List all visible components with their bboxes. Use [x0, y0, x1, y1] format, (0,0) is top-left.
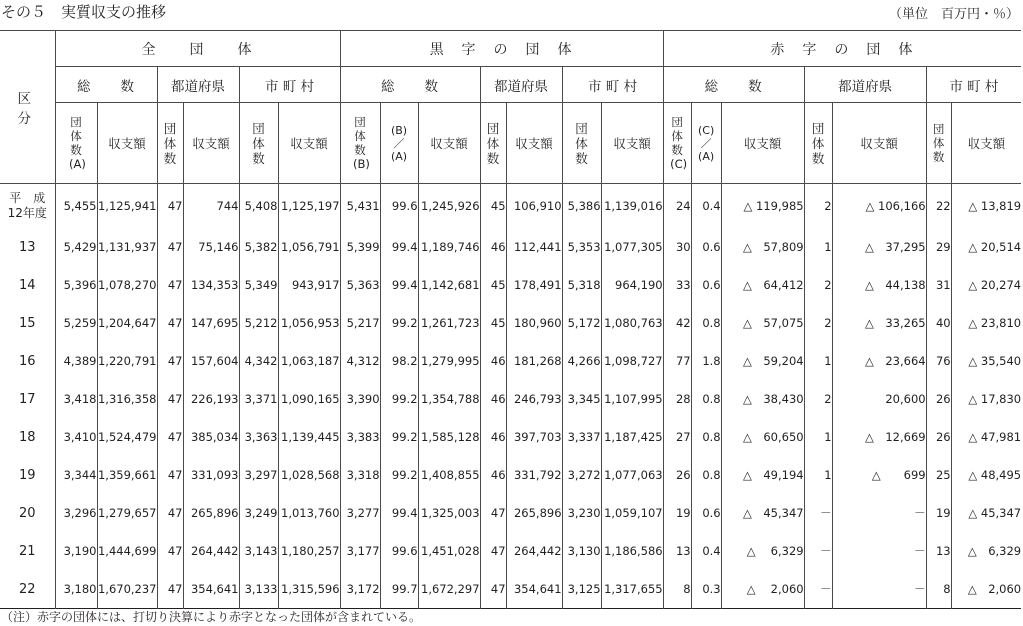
cell-rd-ratio: 0.3 — [691, 570, 721, 609]
cell-rd-n: 42 — [663, 304, 691, 342]
cell-rd-amt: △ 59,204 — [721, 342, 804, 380]
table-row — [0, 456, 1021, 494]
cell-bk-mun-n: 5,353 — [562, 228, 601, 266]
cell-bk-pref-amt: 397,703 — [506, 418, 562, 456]
stub-header: 区 分 — [0, 31, 55, 184]
cell-rd-pref-amt: △ 699 — [832, 456, 926, 494]
cell-all-pref-amt: 264,442 — [183, 532, 239, 570]
col-red-pref-amount: 収支額 — [832, 103, 926, 184]
cell-all-mun-n: 5,349 — [239, 266, 278, 304]
cell-rd-mun-n: 26 — [926, 380, 951, 418]
cell-all-pref-amt: 157,604 — [183, 342, 239, 380]
cell-rd-pref-amt: △ 37,295 — [832, 228, 926, 266]
row-label: 15 — [0, 304, 55, 342]
cell-rd-pref-n: 1 — [804, 418, 832, 456]
table-row — [0, 266, 1021, 304]
cell-all-amt: 1,359,661 — [97, 456, 157, 494]
subgroup-all-mun: 市 町 村 — [239, 67, 340, 103]
cell-bk-pref-n: 46 — [480, 380, 506, 418]
cell-rd-amt: △ 38,430 — [721, 380, 804, 418]
cell-rd-ratio: 0.8 — [691, 304, 721, 342]
cell-all-n: 4,389 — [55, 342, 97, 380]
cell-all-mun-amt: 1,063,187 — [278, 342, 340, 380]
cell-bk-mun-amt: 1,187,425 — [601, 418, 663, 456]
cell-rd-pref-n: 1 — [804, 342, 832, 380]
cell-all-pref-amt: 75,146 — [183, 228, 239, 266]
cell-bk-mun-n: 5,172 — [562, 304, 601, 342]
cell-rd-ratio: 0.6 — [691, 494, 721, 532]
footnote: （注）赤字の団体には、打切り決算により赤字となった団体が含まれている。 — [1, 610, 422, 624]
cell-bk-pref-n: 46 — [480, 342, 506, 380]
col-all-count: 団体数(A) — [55, 103, 97, 184]
cell-bk-amt: 1,261,723 — [418, 304, 480, 342]
cell-all-n: 5,455 — [55, 184, 97, 229]
cell-bk-amt: 1,672,297 — [418, 570, 480, 609]
col-all-amount: 収支額 — [97, 103, 157, 184]
col-red-ratio: (C) ／ (A) — [691, 103, 721, 184]
cell-bk-mun-n: 3,337 — [562, 418, 601, 456]
cell-bk-mun-amt: 1,186,586 — [601, 532, 663, 570]
cell-rd-pref-n: － — [804, 494, 832, 532]
cell-all-n: 3,410 — [55, 418, 97, 456]
cell-all-pref-amt: 147,695 — [183, 304, 239, 342]
col-black-pref-count: 団体数 — [480, 103, 506, 184]
cell-bk-mun-amt: 1,077,305 — [601, 228, 663, 266]
cell-all-mun-n: 3,363 — [239, 418, 278, 456]
cell-rd-mun-n: 31 — [926, 266, 951, 304]
table-row — [0, 342, 1021, 380]
cell-rd-mun-n: 22 — [926, 184, 951, 229]
cell-rd-mun-n: 25 — [926, 456, 951, 494]
cell-all-mun-amt: 1,056,953 — [278, 304, 340, 342]
cell-rd-n: 26 — [663, 456, 691, 494]
cell-all-pref-n: 47 — [157, 304, 183, 342]
cell-bk-n: 3,390 — [340, 380, 380, 418]
cell-all-amt: 1,670,237 — [97, 570, 157, 609]
cell-bk-n: 3,277 — [340, 494, 380, 532]
cell-rd-mun-amt: △ 6,329 — [951, 532, 1021, 570]
cell-all-pref-n: 47 — [157, 532, 183, 570]
group-header-red: 赤 字 の 団 体 — [663, 31, 1021, 67]
cell-rd-n: 8 — [663, 570, 691, 609]
cell-all-mun-n: 5,382 — [239, 228, 278, 266]
cell-bk-pref-n: 46 — [480, 228, 506, 266]
cell-bk-amt: 1,585,128 — [418, 418, 480, 456]
cell-all-mun-amt: 1,315,596 — [278, 570, 340, 609]
cell-bk-pref-amt: 181,268 — [506, 342, 562, 380]
cell-bk-ratio: 99.6 — [380, 532, 418, 570]
cell-bk-pref-n: 47 — [480, 494, 506, 532]
cell-rd-pref-n: － — [804, 570, 832, 609]
cell-bk-pref-amt: 112,441 — [506, 228, 562, 266]
cell-bk-n: 3,383 — [340, 418, 380, 456]
row-label: 13 — [0, 228, 55, 266]
cell-rd-pref-n: 2 — [804, 184, 832, 229]
cell-rd-mun-amt: △ 47,981 — [951, 418, 1021, 456]
cell-bk-n: 5,431 — [340, 184, 380, 229]
cell-bk-pref-amt: 180,960 — [506, 304, 562, 342]
cell-rd-ratio: 0.4 — [691, 184, 721, 229]
cell-rd-mun-n: 26 — [926, 418, 951, 456]
cell-rd-pref-n: 1 — [804, 228, 832, 266]
col-red-pref-count: 団体数 — [804, 103, 832, 184]
subgroup-red-pref: 都道府県 — [804, 67, 926, 103]
cell-rd-mun-amt: △ 17,830 — [951, 380, 1021, 418]
col-black-pref-amount: 収支額 — [506, 103, 562, 184]
table-row — [0, 532, 1021, 570]
cell-all-amt: 1,279,657 — [97, 494, 157, 532]
cell-all-amt: 1,131,937 — [97, 228, 157, 266]
cell-rd-amt: △ 60,650 — [721, 418, 804, 456]
cell-bk-n: 5,363 — [340, 266, 380, 304]
cell-rd-ratio: 0.8 — [691, 456, 721, 494]
table-row — [0, 570, 1021, 609]
cell-rd-ratio: 0.6 — [691, 266, 721, 304]
cell-all-mun-amt: 1,125,197 — [278, 184, 340, 229]
row-label: 19 — [0, 456, 55, 494]
cell-rd-ratio: 0.6 — [691, 228, 721, 266]
cell-bk-pref-n: 45 — [480, 266, 506, 304]
cell-all-mun-n: 3,133 — [239, 570, 278, 609]
cell-bk-mun-n: 5,386 — [562, 184, 601, 229]
cell-bk-amt: 1,245,926 — [418, 184, 480, 229]
cell-all-n: 5,396 — [55, 266, 97, 304]
cell-all-pref-n: 47 — [157, 184, 183, 229]
cell-rd-mun-amt: △ 20,274 — [951, 266, 1021, 304]
cell-rd-n: 13 — [663, 532, 691, 570]
cell-rd-pref-amt: △ 33,265 — [832, 304, 926, 342]
cell-all-mun-amt: 943,917 — [278, 266, 340, 304]
table-row — [0, 304, 1021, 342]
cell-bk-pref-n: 45 — [480, 304, 506, 342]
col-all-pref-amount: 収支額 — [183, 103, 239, 184]
cell-all-pref-amt: 744 — [183, 184, 239, 229]
cell-rd-amt: △ 2,060 — [721, 570, 804, 609]
cell-all-amt: 1,316,358 — [97, 380, 157, 418]
cell-all-n: 3,418 — [55, 380, 97, 418]
cell-rd-mun-amt: △ 2,060 — [951, 570, 1021, 609]
unit-label: （単位 百万円・％） — [888, 7, 1019, 22]
row-label: 16 — [0, 342, 55, 380]
row-label: 17 — [0, 380, 55, 418]
cell-rd-mun-n: 29 — [926, 228, 951, 266]
cell-all-pref-n: 47 — [157, 494, 183, 532]
cell-all-pref-n: 47 — [157, 380, 183, 418]
page-title: その５ 実質収支の推移 — [1, 3, 167, 21]
cell-bk-n: 5,399 — [340, 228, 380, 266]
cell-rd-mun-amt: △ 45,347 — [951, 494, 1021, 532]
col-black-count: 団体数(B) — [340, 103, 380, 184]
cell-all-mun-amt: 1,139,445 — [278, 418, 340, 456]
cell-rd-n: 77 — [663, 342, 691, 380]
subgroup-all-pref: 都道府県 — [157, 67, 239, 103]
cell-all-pref-n: 47 — [157, 228, 183, 266]
cell-bk-amt: 1,142,681 — [418, 266, 480, 304]
table-row — [0, 228, 1021, 266]
cell-rd-pref-amt: △ 106,166 — [832, 184, 926, 229]
cell-bk-amt: 1,408,855 — [418, 456, 480, 494]
cell-rd-mun-amt: △ 13,819 — [951, 184, 1021, 229]
cell-rd-pref-n: 1 — [804, 456, 832, 494]
cell-bk-n: 3,177 — [340, 532, 380, 570]
cell-bk-mun-n: 5,318 — [562, 266, 601, 304]
subgroup-red-mun: 市 町 村 — [926, 67, 1021, 103]
row-label: 18 — [0, 418, 55, 456]
cell-rd-pref-n: 2 — [804, 304, 832, 342]
row-label: 22 — [0, 570, 55, 609]
cell-rd-mun-amt: △ 35,540 — [951, 342, 1021, 380]
cell-all-pref-n: 47 — [157, 456, 183, 494]
cell-all-mun-amt: 1,013,760 — [278, 494, 340, 532]
cell-bk-pref-amt: 354,641 — [506, 570, 562, 609]
cell-bk-ratio: 99.2 — [380, 304, 418, 342]
ratio-denominator: (A) — [698, 149, 715, 163]
cell-bk-n: 4,312 — [340, 342, 380, 380]
cell-rd-n: 27 — [663, 418, 691, 456]
cell-rd-mun-amt: △ 23,810 — [951, 304, 1021, 342]
row-label: 21 — [0, 532, 55, 570]
col-red-count: 団体数(C) — [663, 103, 691, 184]
cell-rd-amt: △ 6,329 — [721, 532, 804, 570]
cell-all-mun-n: 3,249 — [239, 494, 278, 532]
cell-bk-ratio: 99.7 — [380, 570, 418, 609]
cell-bk-amt: 1,279,995 — [418, 342, 480, 380]
cell-bk-n: 5,217 — [340, 304, 380, 342]
cell-bk-pref-amt: 264,442 — [506, 532, 562, 570]
cell-all-pref-amt: 331,093 — [183, 456, 239, 494]
cell-bk-mun-amt: 964,190 — [601, 266, 663, 304]
revenue-balance-table — [0, 30, 1021, 609]
cell-rd-pref-amt: △ 23,664 — [832, 342, 926, 380]
cell-rd-ratio: 0.4 — [691, 532, 721, 570]
ratio-numerator: (B) — [390, 123, 408, 137]
cell-bk-ratio: 98.2 — [380, 342, 418, 380]
col-black-ratio: (B) ／ (A) — [380, 103, 418, 184]
cell-bk-pref-amt: 106,910 — [506, 184, 562, 229]
row-label: 20 — [0, 494, 55, 532]
cell-all-amt: 1,220,791 — [97, 342, 157, 380]
cell-bk-pref-n: 47 — [480, 570, 506, 609]
cell-rd-n: 33 — [663, 266, 691, 304]
cell-bk-amt: 1,451,028 — [418, 532, 480, 570]
cell-rd-mun-n: 8 — [926, 570, 951, 609]
col-red-amount: 収支額 — [721, 103, 804, 184]
cell-all-pref-amt: 354,641 — [183, 570, 239, 609]
ratio-numerator: (C) — [697, 123, 715, 137]
cell-bk-pref-n: 45 — [480, 184, 506, 229]
table-row — [0, 184, 1021, 229]
cell-rd-amt: △ 119,985 — [721, 184, 804, 229]
cell-all-pref-amt: 134,353 — [183, 266, 239, 304]
cell-rd-n: 24 — [663, 184, 691, 229]
cell-rd-n: 28 — [663, 380, 691, 418]
table-row — [0, 418, 1021, 456]
col-all-pref-count: 団体数 — [157, 103, 183, 184]
cell-bk-ratio: 99.6 — [380, 184, 418, 229]
cell-rd-pref-n: 2 — [804, 266, 832, 304]
subgroup-black-mun: 市 町 村 — [562, 67, 663, 103]
cell-bk-ratio: 99.4 — [380, 494, 418, 532]
subgroup-black-pref: 都道府県 — [480, 67, 562, 103]
subgroup-black-total: 総 数 — [340, 67, 480, 103]
cell-bk-n: 3,318 — [340, 456, 380, 494]
col-all-mun-count: 団体数 — [239, 103, 278, 184]
cell-all-amt: 1,444,699 — [97, 532, 157, 570]
cell-rd-ratio: 0.8 — [691, 380, 721, 418]
cell-all-amt: 1,524,479 — [97, 418, 157, 456]
cell-rd-mun-n: 40 — [926, 304, 951, 342]
cell-bk-mun-n: 3,230 — [562, 494, 601, 532]
cell-rd-amt: △ 64,412 — [721, 266, 804, 304]
cell-all-mun-amt: 1,180,257 — [278, 532, 340, 570]
row-label: 14 — [0, 266, 55, 304]
cell-bk-pref-amt: 178,491 — [506, 266, 562, 304]
cell-all-pref-n: 47 — [157, 418, 183, 456]
cell-all-amt: 1,204,647 — [97, 304, 157, 342]
cell-all-mun-n: 3,371 — [239, 380, 278, 418]
cell-bk-mun-n: 3,272 — [562, 456, 601, 494]
cell-all-n: 3,190 — [55, 532, 97, 570]
cell-bk-amt: 1,189,746 — [418, 228, 480, 266]
cell-all-n: 5,429 — [55, 228, 97, 266]
cell-all-n: 3,344 — [55, 456, 97, 494]
cell-bk-pref-n: 47 — [480, 532, 506, 570]
col-red-mun-amount: 収支額 — [951, 103, 1021, 184]
ratio-denominator: (A) — [390, 149, 408, 163]
cell-bk-mun-n: 3,345 — [562, 380, 601, 418]
cell-rd-pref-n: 2 — [804, 380, 832, 418]
cell-bk-pref-n: 46 — [480, 418, 506, 456]
row-label: 平 成 12年度 — [0, 184, 55, 229]
cell-bk-mun-amt: 1,080,763 — [601, 304, 663, 342]
cell-rd-amt: △ 49,194 — [721, 456, 804, 494]
cell-bk-pref-amt: 331,792 — [506, 456, 562, 494]
cell-rd-ratio: 1.8 — [691, 342, 721, 380]
cell-bk-ratio: 99.2 — [380, 418, 418, 456]
cell-rd-n: 19 — [663, 494, 691, 532]
cell-all-amt: 1,125,941 — [97, 184, 157, 229]
cell-all-pref-n: 47 — [157, 570, 183, 609]
group-header-all: 全 団 体 — [55, 31, 340, 67]
cell-all-mun-amt: 1,028,568 — [278, 456, 340, 494]
cell-all-n: 3,180 — [55, 570, 97, 609]
cell-all-mun-n: 3,297 — [239, 456, 278, 494]
cell-bk-mun-n: 4,266 — [562, 342, 601, 380]
cell-rd-mun-amt: △ 20,514 — [951, 228, 1021, 266]
cell-all-pref-n: 47 — [157, 266, 183, 304]
table-body — [0, 184, 1021, 609]
cell-rd-amt: △ 57,809 — [721, 228, 804, 266]
cell-all-mun-n: 4,342 — [239, 342, 278, 380]
cell-all-mun-amt: 1,056,791 — [278, 228, 340, 266]
cell-bk-pref-amt: 246,793 — [506, 380, 562, 418]
cell-bk-mun-n: 3,130 — [562, 532, 601, 570]
cell-rd-pref-amt: 20,600 — [832, 380, 926, 418]
cell-bk-ratio: 99.2 — [380, 456, 418, 494]
table-row — [0, 494, 1021, 532]
cell-bk-mun-amt: 1,317,655 — [601, 570, 663, 609]
group-header-black: 黒 字 の 団 体 — [340, 31, 663, 67]
col-red-mun-count: 団体数 — [926, 103, 951, 184]
cell-bk-ratio: 99.2 — [380, 380, 418, 418]
cell-bk-pref-n: 46 — [480, 456, 506, 494]
cell-bk-mun-n: 3,125 — [562, 570, 601, 609]
cell-all-n: 3,296 — [55, 494, 97, 532]
cell-bk-pref-amt: 265,896 — [506, 494, 562, 532]
cell-rd-ratio: 0.8 — [691, 418, 721, 456]
cell-rd-pref-n: － — [804, 532, 832, 570]
cell-bk-amt: 1,325,003 — [418, 494, 480, 532]
cell-all-pref-amt: 226,193 — [183, 380, 239, 418]
col-black-amount: 収支額 — [418, 103, 480, 184]
cell-all-mun-n: 5,408 — [239, 184, 278, 229]
cell-bk-mun-amt: 1,077,063 — [601, 456, 663, 494]
cell-all-n: 5,259 — [55, 304, 97, 342]
cell-rd-pref-amt: － — [832, 570, 926, 609]
cell-bk-mun-amt: 1,098,727 — [601, 342, 663, 380]
cell-rd-pref-amt: △ 44,138 — [832, 266, 926, 304]
cell-all-mun-n: 5,212 — [239, 304, 278, 342]
cell-all-amt: 1,078,270 — [97, 266, 157, 304]
cell-all-pref-amt: 265,896 — [183, 494, 239, 532]
cell-rd-pref-amt: － — [832, 532, 926, 570]
cell-rd-mun-n: 19 — [926, 494, 951, 532]
cell-rd-mun-n: 76 — [926, 342, 951, 380]
cell-rd-pref-amt: － — [832, 494, 926, 532]
table-row — [0, 380, 1021, 418]
cell-all-mun-amt: 1,090,165 — [278, 380, 340, 418]
cell-all-pref-amt: 385,034 — [183, 418, 239, 456]
cell-bk-ratio: 99.4 — [380, 228, 418, 266]
col-black-mun-amount: 収支額 — [601, 103, 663, 184]
cell-bk-ratio: 99.4 — [380, 266, 418, 304]
cell-all-pref-n: 47 — [157, 342, 183, 380]
cell-bk-mun-amt: 1,139,016 — [601, 184, 663, 229]
cell-bk-amt: 1,354,788 — [418, 380, 480, 418]
cell-rd-mun-amt: △ 48,495 — [951, 456, 1021, 494]
cell-rd-amt: △ 57,075 — [721, 304, 804, 342]
cell-rd-n: 30 — [663, 228, 691, 266]
cell-bk-mun-amt: 1,059,107 — [601, 494, 663, 532]
cell-rd-amt: △ 45,347 — [721, 494, 804, 532]
cell-bk-n: 3,172 — [340, 570, 380, 609]
subgroup-all-total: 総 数 — [55, 67, 157, 103]
cell-bk-mun-amt: 1,107,995 — [601, 380, 663, 418]
col-black-mun-count: 団体数 — [562, 103, 601, 184]
col-all-mun-amount: 収支額 — [278, 103, 340, 184]
subgroup-red-total: 総 数 — [663, 67, 804, 103]
cell-rd-mun-n: 13 — [926, 532, 951, 570]
cell-all-mun-n: 3,143 — [239, 532, 278, 570]
cell-rd-pref-amt: △ 12,669 — [832, 418, 926, 456]
